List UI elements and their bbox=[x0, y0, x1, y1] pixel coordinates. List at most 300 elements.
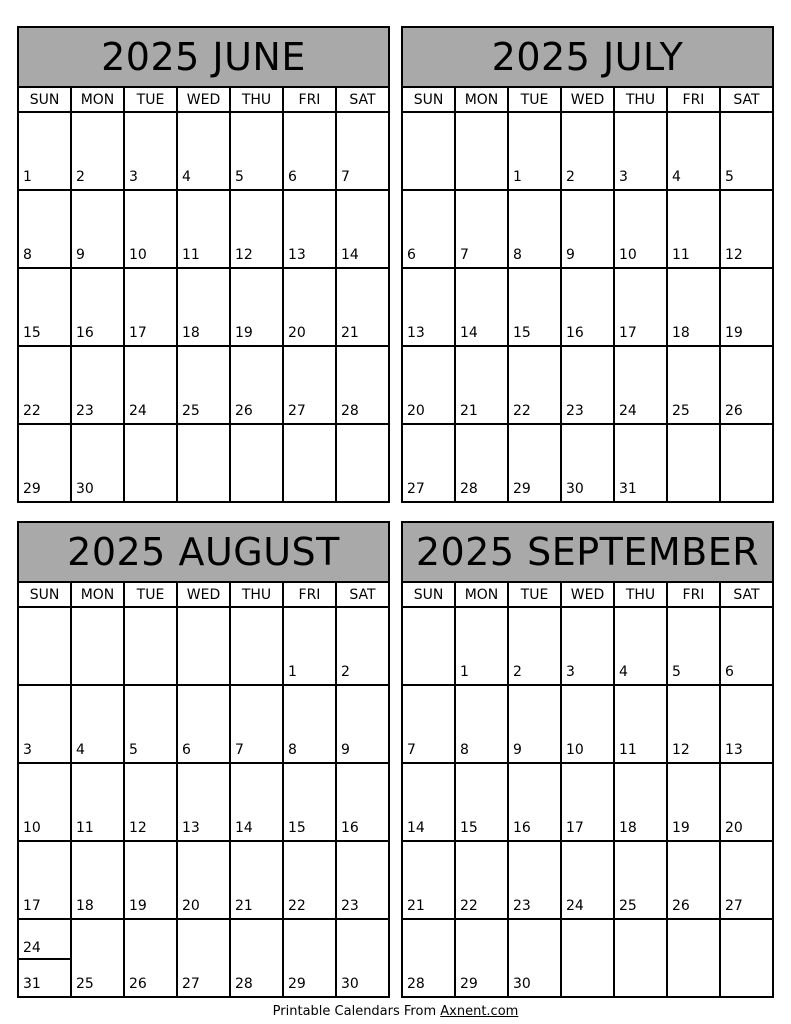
day-cell bbox=[721, 608, 774, 684]
day-number: 6 bbox=[725, 664, 734, 680]
weekday-header: SUN bbox=[19, 583, 72, 606]
day-cell bbox=[456, 269, 509, 345]
day-cell bbox=[615, 425, 668, 501]
day-number: 28 bbox=[460, 481, 478, 497]
weekday-header: FRI bbox=[668, 88, 721, 111]
day-number: 16 bbox=[76, 325, 94, 341]
day-number: 7 bbox=[341, 169, 350, 185]
weekday-header: MON bbox=[456, 583, 509, 606]
day-cell bbox=[403, 191, 456, 267]
day-cell bbox=[456, 920, 509, 996]
day-cell bbox=[615, 842, 668, 918]
month-calendar-june bbox=[17, 26, 390, 503]
week-row bbox=[19, 191, 390, 269]
week-row bbox=[403, 608, 774, 686]
day-number: 16 bbox=[341, 820, 359, 836]
day-cell bbox=[19, 191, 72, 267]
day-number: 2 bbox=[76, 169, 85, 185]
day-cell bbox=[509, 191, 562, 267]
day-number: 25 bbox=[76, 976, 94, 992]
day-cell bbox=[509, 347, 562, 423]
month-title: 2025 AUGUST bbox=[17, 521, 390, 583]
day-cell bbox=[72, 425, 125, 501]
day-cell bbox=[456, 425, 509, 501]
month-calendar-september bbox=[401, 521, 774, 998]
month-calendar-july bbox=[401, 26, 774, 503]
day-cell bbox=[562, 842, 615, 918]
day-number: 2 bbox=[513, 664, 522, 680]
footer bbox=[0, 1004, 791, 1019]
empty-day-cell bbox=[721, 920, 774, 996]
weekday-header: SAT bbox=[721, 583, 774, 606]
day-cell bbox=[72, 347, 125, 423]
day-number: 27 bbox=[407, 481, 425, 497]
day-number: 7 bbox=[460, 247, 469, 263]
day-number: 26 bbox=[725, 403, 743, 419]
day-cell bbox=[178, 113, 231, 189]
day-cell bbox=[721, 113, 774, 189]
day-number: 12 bbox=[725, 247, 743, 263]
empty-day-cell bbox=[456, 113, 509, 189]
weekday-header: TUE bbox=[509, 583, 562, 606]
day-number: 3 bbox=[619, 169, 628, 185]
day-cell bbox=[231, 269, 284, 345]
empty-day-cell bbox=[178, 425, 231, 501]
day-number: 23 bbox=[341, 898, 359, 914]
weekday-header: MON bbox=[72, 88, 125, 111]
empty-day-cell bbox=[125, 425, 178, 501]
day-cell bbox=[284, 191, 337, 267]
day-number: 16 bbox=[513, 820, 531, 836]
empty-day-cell bbox=[19, 608, 72, 684]
day-number: 17 bbox=[23, 898, 41, 914]
day-cell bbox=[562, 425, 615, 501]
day-number: 11 bbox=[619, 742, 637, 758]
empty-day-cell bbox=[615, 920, 668, 996]
day-cell bbox=[337, 113, 390, 189]
weekday-header: SAT bbox=[721, 88, 774, 111]
empty-day-cell bbox=[284, 425, 337, 501]
day-cell bbox=[615, 269, 668, 345]
week-row bbox=[19, 425, 390, 501]
day-cell bbox=[456, 191, 509, 267]
day-number: 9 bbox=[566, 247, 575, 263]
empty-day-cell bbox=[337, 425, 390, 501]
day-number: 19 bbox=[672, 820, 690, 836]
day-cell bbox=[668, 269, 721, 345]
day-number: 13 bbox=[288, 247, 306, 263]
day-number: 27 bbox=[725, 898, 743, 914]
day-number: 24 bbox=[23, 940, 41, 956]
day-cell bbox=[668, 113, 721, 189]
empty-day-cell bbox=[403, 113, 456, 189]
day-number: 17 bbox=[619, 325, 637, 341]
day-cell bbox=[231, 191, 284, 267]
footer-link[interactable]: Axnent.com bbox=[440, 1004, 519, 1019]
day-number: 6 bbox=[288, 169, 297, 185]
day-number: 29 bbox=[288, 976, 306, 992]
day-cell bbox=[125, 920, 178, 996]
day-number: 11 bbox=[672, 247, 690, 263]
day-number: 22 bbox=[23, 403, 41, 419]
day-number: 14 bbox=[460, 325, 478, 341]
day-number: 20 bbox=[288, 325, 306, 341]
day-cell bbox=[562, 269, 615, 345]
day-number: 24 bbox=[566, 898, 584, 914]
weekday-header: FRI bbox=[668, 583, 721, 606]
day-cell bbox=[125, 269, 178, 345]
day-cell bbox=[509, 920, 562, 996]
day-cell bbox=[337, 920, 390, 996]
day-number: 14 bbox=[407, 820, 425, 836]
empty-day-cell bbox=[231, 425, 284, 501]
day-cell bbox=[509, 425, 562, 501]
day-number: 15 bbox=[23, 325, 41, 341]
day-number: 13 bbox=[725, 742, 743, 758]
month-title: 2025 SEPTEMBER bbox=[401, 521, 774, 583]
day-number: 25 bbox=[619, 898, 637, 914]
week-row bbox=[19, 764, 390, 842]
week-row bbox=[403, 764, 774, 842]
day-number: 12 bbox=[235, 247, 253, 263]
day-cell bbox=[231, 920, 284, 996]
day-number: 22 bbox=[513, 403, 531, 419]
weekday-header: TUE bbox=[125, 583, 178, 606]
day-number: 19 bbox=[129, 898, 147, 914]
day-cell bbox=[403, 920, 456, 996]
day-cell bbox=[231, 113, 284, 189]
week-row bbox=[403, 686, 774, 764]
week-row bbox=[403, 191, 774, 269]
weekday-header: THU bbox=[615, 88, 668, 111]
day-number: 23 bbox=[566, 403, 584, 419]
day-cell bbox=[509, 686, 562, 762]
day-cell bbox=[562, 347, 615, 423]
day-cell bbox=[721, 842, 774, 918]
week-row bbox=[19, 842, 390, 920]
day-number: 11 bbox=[76, 820, 94, 836]
day-cell bbox=[19, 842, 72, 918]
day-cell bbox=[231, 347, 284, 423]
day-number: 18 bbox=[76, 898, 94, 914]
day-number: 21 bbox=[460, 403, 478, 419]
weekday-header: SUN bbox=[403, 583, 456, 606]
day-cell bbox=[403, 686, 456, 762]
day-number: 4 bbox=[672, 169, 681, 185]
weekday-header: WED bbox=[178, 88, 231, 111]
day-number: 29 bbox=[460, 976, 478, 992]
day-cell bbox=[284, 269, 337, 345]
day-number: 10 bbox=[23, 820, 41, 836]
day-number: 21 bbox=[235, 898, 253, 914]
day-number: 20 bbox=[182, 898, 200, 914]
day-number: 2 bbox=[341, 664, 350, 680]
day-cell bbox=[562, 191, 615, 267]
day-number: 9 bbox=[513, 742, 522, 758]
weekday-header: THU bbox=[231, 88, 284, 111]
day-number: 30 bbox=[566, 481, 584, 497]
day-number: 6 bbox=[182, 742, 191, 758]
day-number: 13 bbox=[407, 325, 425, 341]
day-number: 27 bbox=[182, 976, 200, 992]
day-cell bbox=[562, 764, 615, 840]
day-number: 5 bbox=[672, 664, 681, 680]
day-cell bbox=[337, 608, 390, 684]
day-cell bbox=[178, 269, 231, 345]
weekday-header: THU bbox=[231, 583, 284, 606]
empty-day-cell bbox=[668, 425, 721, 501]
day-cell bbox=[509, 269, 562, 345]
day-number: 14 bbox=[341, 247, 359, 263]
day-cell bbox=[284, 113, 337, 189]
day-number: 9 bbox=[341, 742, 350, 758]
day-number: 4 bbox=[182, 169, 191, 185]
day-cell bbox=[178, 686, 231, 762]
day-cell bbox=[125, 842, 178, 918]
day-cell bbox=[562, 113, 615, 189]
day-cell bbox=[284, 842, 337, 918]
weekday-header: MON bbox=[456, 88, 509, 111]
day-cell bbox=[337, 191, 390, 267]
day-number: 23 bbox=[76, 403, 94, 419]
day-number: 30 bbox=[513, 976, 531, 992]
day-number: 10 bbox=[566, 742, 584, 758]
day-number: 9 bbox=[76, 247, 85, 263]
day-cell bbox=[668, 764, 721, 840]
day-cell bbox=[615, 113, 668, 189]
weekday-header: FRI bbox=[284, 88, 337, 111]
day-number: 1 bbox=[460, 664, 469, 680]
day-cell bbox=[668, 686, 721, 762]
day-number: 8 bbox=[513, 247, 522, 263]
day-cell bbox=[178, 764, 231, 840]
day-cell bbox=[509, 113, 562, 189]
day-number: 4 bbox=[619, 664, 628, 680]
day-number: 3 bbox=[566, 664, 575, 680]
weekday-header: SUN bbox=[19, 88, 72, 111]
day-number: 12 bbox=[129, 820, 147, 836]
weekday-header: THU bbox=[615, 583, 668, 606]
day-cell bbox=[72, 191, 125, 267]
day-cell bbox=[337, 842, 390, 918]
day-cell bbox=[125, 113, 178, 189]
day-number: 16 bbox=[566, 325, 584, 341]
day-cell bbox=[231, 842, 284, 918]
split-divider bbox=[19, 958, 70, 960]
day-cell bbox=[178, 347, 231, 423]
weekday-header-row bbox=[403, 88, 774, 113]
day-number: 7 bbox=[235, 742, 244, 758]
month-calendar-august bbox=[17, 521, 390, 998]
day-number: 29 bbox=[513, 481, 531, 497]
day-number: 3 bbox=[129, 169, 138, 185]
day-cell bbox=[668, 842, 721, 918]
day-number: 10 bbox=[619, 247, 637, 263]
day-cell bbox=[19, 686, 72, 762]
day-number: 1 bbox=[23, 169, 32, 185]
month-title: 2025 JUNE bbox=[17, 26, 390, 88]
day-number: 21 bbox=[407, 898, 425, 914]
day-cell bbox=[456, 842, 509, 918]
day-cell bbox=[125, 764, 178, 840]
day-cell bbox=[615, 347, 668, 423]
weekday-header: WED bbox=[562, 583, 615, 606]
month-grid bbox=[401, 88, 774, 503]
day-number: 19 bbox=[725, 325, 743, 341]
week-row bbox=[403, 842, 774, 920]
day-number: 25 bbox=[182, 403, 200, 419]
day-number: 30 bbox=[76, 481, 94, 497]
month-grid bbox=[17, 583, 390, 998]
day-cell bbox=[284, 764, 337, 840]
week-row bbox=[403, 920, 774, 996]
day-number: 7 bbox=[407, 742, 416, 758]
day-number: 23 bbox=[513, 898, 531, 914]
day-number: 13 bbox=[182, 820, 200, 836]
day-cell bbox=[284, 920, 337, 996]
day-number: 1 bbox=[513, 169, 522, 185]
weekday-header: WED bbox=[562, 88, 615, 111]
weekday-header: MON bbox=[72, 583, 125, 606]
day-cell bbox=[456, 608, 509, 684]
day-cell bbox=[19, 347, 72, 423]
week-row bbox=[403, 269, 774, 347]
day-cell bbox=[125, 191, 178, 267]
month-grid bbox=[401, 583, 774, 998]
weekday-header: TUE bbox=[509, 88, 562, 111]
day-number: 25 bbox=[672, 403, 690, 419]
week-row bbox=[403, 347, 774, 425]
day-cell bbox=[125, 686, 178, 762]
day-number: 19 bbox=[235, 325, 253, 341]
day-number: 18 bbox=[619, 820, 637, 836]
day-number: 17 bbox=[566, 820, 584, 836]
day-number: 10 bbox=[129, 247, 147, 263]
month-grid bbox=[17, 88, 390, 503]
empty-day-cell bbox=[125, 608, 178, 684]
day-cell bbox=[403, 764, 456, 840]
day-number: 24 bbox=[619, 403, 637, 419]
day-number: 5 bbox=[129, 742, 138, 758]
day-number: 5 bbox=[235, 169, 244, 185]
day-cell bbox=[615, 608, 668, 684]
day-cell bbox=[456, 347, 509, 423]
day-cell bbox=[668, 608, 721, 684]
week-row bbox=[19, 686, 390, 764]
day-cell bbox=[19, 425, 72, 501]
day-cell bbox=[721, 269, 774, 345]
day-cell bbox=[337, 347, 390, 423]
weekday-header: SAT bbox=[337, 583, 390, 606]
weekday-header: SAT bbox=[337, 88, 390, 111]
day-number: 30 bbox=[341, 976, 359, 992]
day-number: 15 bbox=[288, 820, 306, 836]
day-cell bbox=[615, 764, 668, 840]
week-row bbox=[19, 608, 390, 686]
day-cell bbox=[403, 842, 456, 918]
day-cell bbox=[19, 764, 72, 840]
week-row bbox=[19, 269, 390, 347]
day-cell bbox=[456, 686, 509, 762]
day-number: 8 bbox=[460, 742, 469, 758]
day-number: 8 bbox=[288, 742, 297, 758]
day-number: 18 bbox=[182, 325, 200, 341]
day-number: 8 bbox=[23, 247, 32, 263]
day-cell bbox=[178, 191, 231, 267]
empty-day-cell bbox=[562, 920, 615, 996]
day-cell bbox=[337, 686, 390, 762]
day-cell bbox=[72, 269, 125, 345]
day-cell bbox=[72, 842, 125, 918]
weekday-header-row bbox=[19, 88, 390, 113]
day-cell bbox=[19, 269, 72, 345]
day-number: 22 bbox=[460, 898, 478, 914]
day-cell bbox=[178, 920, 231, 996]
day-cell bbox=[562, 686, 615, 762]
empty-day-cell bbox=[231, 608, 284, 684]
day-cell bbox=[231, 686, 284, 762]
weekday-header: TUE bbox=[125, 88, 178, 111]
day-cell bbox=[721, 764, 774, 840]
week-row bbox=[19, 113, 390, 191]
empty-day-cell bbox=[178, 608, 231, 684]
day-cell bbox=[19, 113, 72, 189]
day-cell bbox=[284, 347, 337, 423]
day-number: 27 bbox=[288, 403, 306, 419]
day-cell bbox=[72, 920, 125, 996]
day-number: 3 bbox=[23, 742, 32, 758]
day-cell bbox=[403, 347, 456, 423]
day-cell bbox=[337, 269, 390, 345]
weekday-header: WED bbox=[178, 583, 231, 606]
weekday-header-row bbox=[403, 583, 774, 608]
empty-day-cell bbox=[72, 608, 125, 684]
day-number: 2 bbox=[566, 169, 575, 185]
day-number: 28 bbox=[341, 403, 359, 419]
day-cell bbox=[72, 764, 125, 840]
weekday-header-row bbox=[19, 583, 390, 608]
day-cell bbox=[721, 686, 774, 762]
day-cell bbox=[337, 764, 390, 840]
day-cell bbox=[509, 842, 562, 918]
day-number: 29 bbox=[23, 481, 41, 497]
day-cell bbox=[509, 764, 562, 840]
day-cell bbox=[615, 191, 668, 267]
day-cell bbox=[562, 608, 615, 684]
day-number: 15 bbox=[513, 325, 531, 341]
day-cell bbox=[509, 608, 562, 684]
day-cell bbox=[721, 191, 774, 267]
month-title: 2025 JULY bbox=[401, 26, 774, 88]
day-number: 17 bbox=[129, 325, 147, 341]
day-cell bbox=[615, 686, 668, 762]
empty-day-cell bbox=[403, 608, 456, 684]
day-cell bbox=[721, 347, 774, 423]
day-number: 5 bbox=[725, 169, 734, 185]
day-number: 6 bbox=[407, 247, 416, 263]
day-number: 18 bbox=[672, 325, 690, 341]
day-number: 4 bbox=[76, 742, 85, 758]
day-cell bbox=[284, 686, 337, 762]
day-number: 1 bbox=[288, 664, 297, 680]
day-number: 24 bbox=[129, 403, 147, 419]
day-number: 28 bbox=[407, 976, 425, 992]
day-cell bbox=[668, 191, 721, 267]
day-number: 26 bbox=[672, 898, 690, 914]
day-number: 21 bbox=[341, 325, 359, 341]
day-number: 31 bbox=[23, 976, 41, 992]
day-cell bbox=[72, 113, 125, 189]
